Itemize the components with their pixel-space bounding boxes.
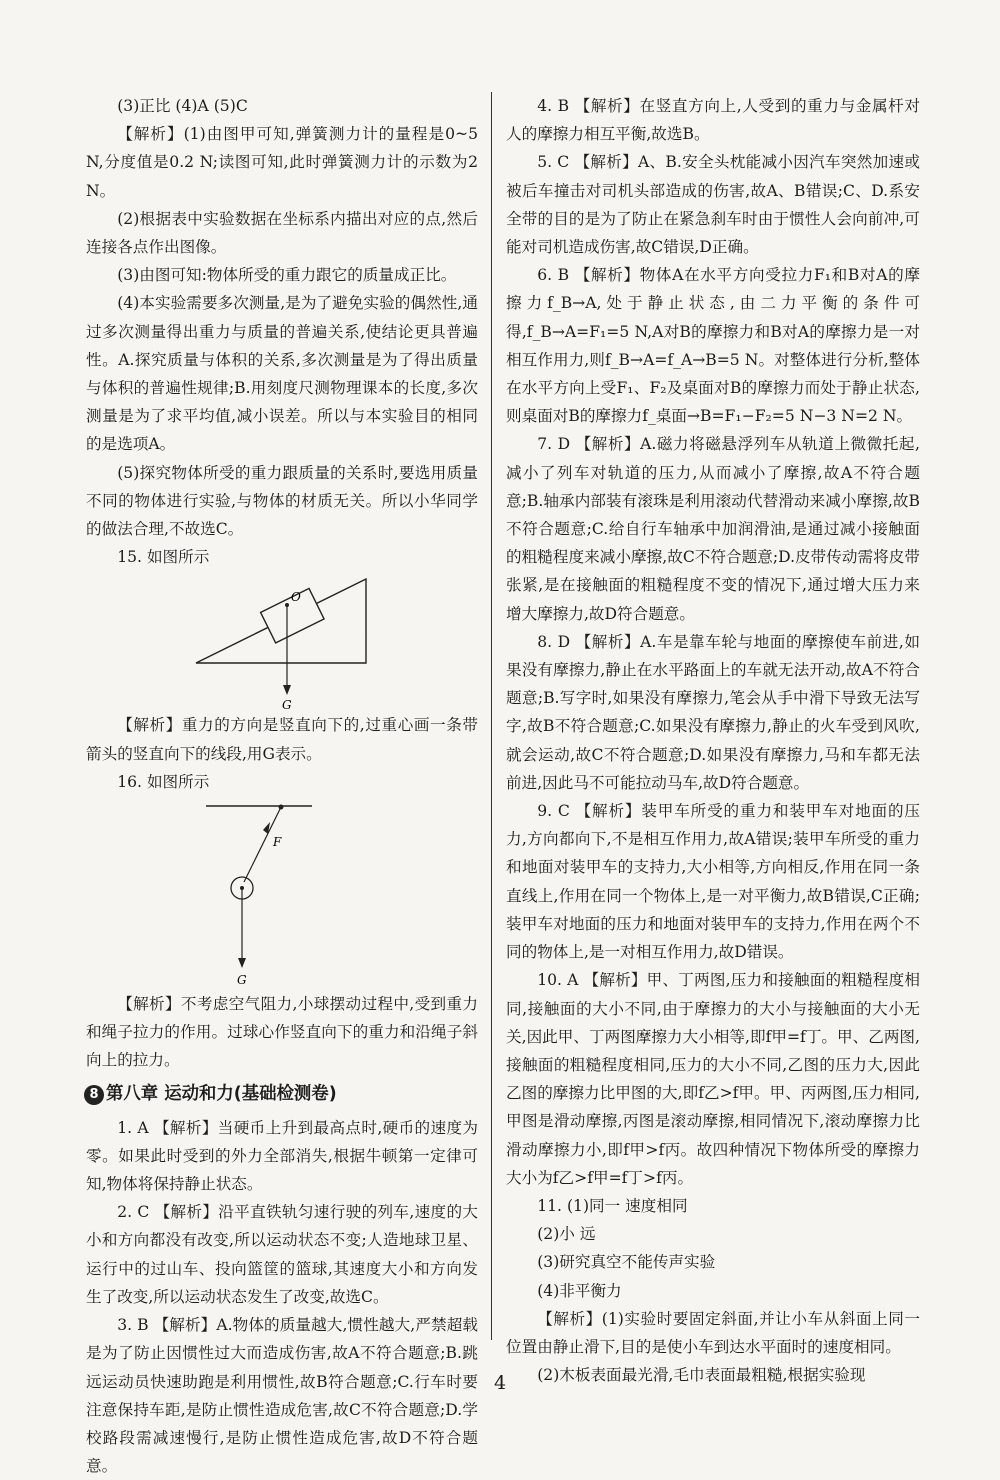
incline-gravity-diagram xyxy=(86,571,478,711)
answer-item: 7. D 【解析】A.磁力将磁悬浮列车从轨道上微微托起,减小了列车对轨道的压力,从而减小了摩擦,故A不符合题意;B.轴承内部装有滚珠是利用滚动代替滑动来减小摩擦,故B不符合题意;C.给自行车轴承中加润滑油,是通过减小接触面的粗糙程度来减小摩擦,故C不符合题意;D.皮带传动需将皮带张紧,是在接触面的粗糙程度不变的情况下,通过增大压力来增大摩擦力,故D符合题意。 xyxy=(506,435,920,623)
answer-item: 4. B 【解析】在竖直方向上,人受到的重力与金属杆对人的摩擦力相互平衡,故选B。 xyxy=(506,97,920,144)
label-g: G xyxy=(237,973,247,988)
answer-item: 5. C 【解析】A、B.安全头枕能减小因汽车突然加速或被后车撞击对司机头部造成的伤害,故A、B错误;C、D.系安全带的目的是为了防止在紧急刹车时由于惯性人会向前冲,可能对司机造成伤害,故C错误,D正确。 xyxy=(506,153,920,257)
answer-item: 2. C 【解析】沿平直铁轨匀速行驶的列车,速度的大小和方向都没有改变,所以运动状态不变;人造地球卫星、运行中的过山车、投向篮筐的篮球,其速度大小和方向发生了改变,所以运动状态发生了改变,故选C。 xyxy=(86,1203,478,1306)
analysis-paragraph: 【解析】(1)由图甲可知,弹簧测力计的量程是0~5 N,分度值是0.2 N;读图可知,此时弹簧测力计的示数为2 N。 xyxy=(86,125,478,200)
label-o: O xyxy=(291,590,301,605)
analysis-paragraph: 【解析】(1)实验时要固定斜面,并让小车从斜面上同一位置由静止滑下,目的是使小车到达水平面时的速度相同。 xyxy=(506,1309,920,1356)
answer-item: 8. D 【解析】A.车是靠车轮与地面的摩擦使车前进,如果没有摩擦力,静止在水平路面上的车就无法开动,故A不符合题意;B.写字时,如果没有摩擦力,笔会从手中滑下导致无法写字,故B不符合题意;C.如果没有摩擦力,静止的火车受到风吹,就会运动,故C不符合题意;D.如果没有摩擦力,马和车都无法前进,因此马不可能拉动马车,故D符合题意。 xyxy=(506,632,920,792)
pendulum-force-diagram xyxy=(86,796,478,990)
analysis-paragraph: (4)本实验需要多次测量,是为了避免实验的偶然性,通过多次测量得出重力与质量的普遍关系,使结论更具普遍性。A.探究质量与体积的关系,多次测量是为了得出质量与体积的普遍性规律;B.用刻度尺测物理课本的长度,多次测量是为了求平均值,减小误差。所以与本实验目的相同的是选项A。 xyxy=(86,294,478,454)
analysis-paragraph: 【解析】重力的方向是竖直向下的,过重心画一条带箭头的竖直向下的线段,用G表示。 xyxy=(86,716,478,763)
page-number: 4 xyxy=(493,1372,507,1394)
answer-item: 1. A 【解析】当硬币上升到最高点时,硬币的速度为零。如果此时受到的外力全部消失,根据牛顿第一定律可知,物体将保持静止状态。 xyxy=(86,1118,478,1194)
chapter-title: 第八章 运动和力(基础检测卷) xyxy=(106,1083,337,1104)
analysis-paragraph: (2)根据表中实验数据在坐标系内描出对应的点,然后连接各点作出图像。 xyxy=(86,209,478,257)
answer-line: (3)正比 (4)A (5)C xyxy=(117,97,248,115)
answer-item: (4)非平衡力 xyxy=(537,1281,622,1300)
answer-item: (3)研究真空不能传声实验 xyxy=(537,1253,716,1272)
analysis-paragraph: (2)木板表面最光滑,毛巾表面最粗糙,根据实验现 xyxy=(537,1366,866,1385)
figure-15-incline xyxy=(86,571,478,711)
left-column xyxy=(86,92,478,1480)
right-column xyxy=(506,92,920,1389)
chapter-number-badge: 8 xyxy=(84,1085,104,1105)
question-15-label: 15. 如图所示 xyxy=(117,548,210,567)
question-16-label: 16. 如图所示 xyxy=(117,772,210,791)
answer-item: 10. A 【解析】甲、丁两图,压力和接触面的粗糙程度相同,接触面的大小不同,由于摩擦力的大小与接触面的大小无关,因此甲、丁两图摩擦力大小相等,即f甲=f丁。甲、乙两图,接触面的粗糙程度相同,压力的大小不同,乙图的压力大,因此乙图的摩擦力比甲图的大,即f乙>f甲。甲、丙两图,压力相同,甲图是滑动摩擦,丙图是滚动摩擦,相同情况下,滚动摩擦力比滑动摩擦力小,即f甲>f丙。故四种情况下物体所受的摩擦力大小为f乙>f甲=f丁>f丙。 xyxy=(506,971,920,1187)
label-f: F xyxy=(273,835,282,850)
answer-item: 11. (1)同一 速度相同 xyxy=(537,1196,688,1215)
chapter-heading xyxy=(84,1079,478,1109)
answer-item: 3. B 【解析】A.物体的质量越大,惯性越大,严禁超载是为了防止因惯性过大而造成伤害,故A不符合题意;B.跳远运动员快速助跑是利用惯性,故B符合题意;C.行车时要注意保持车距,是防止惯性造成危害,故C不符合题意;D.学校路段需减速慢行,是防止惯性造成危害,故D不符合题意。 xyxy=(86,1316,478,1476)
figure-16-pendulum xyxy=(86,796,478,990)
analysis-paragraph: (3)由图可知:物体所受的重力跟它的质量成正比。 xyxy=(117,266,457,285)
label-g: G xyxy=(282,698,292,712)
column-divider xyxy=(491,92,492,1340)
analysis-paragraph: 【解析】不考虑空气阻力,小球摆动过程中,受到重力和绳子拉力的作用。过球心作竖直向下的重力和沿绳子斜向上的拉力。 xyxy=(86,995,478,1070)
answer-item: 6. B 【解析】物体A在水平方向受拉力F₁和B对A的摩擦力f_B→A,处于静止状态,由二力平衡的条件可得,f_B→A=F₁=5 N,A对B的摩擦力和B对A的摩擦力是一对相互作用力,则f_B→A=f_A→B=5 N。对整体进行分析,整体在水平方向上受F₁、F₂及桌面对B的摩擦力而处于静止状态,则桌面对B的摩擦力f_桌面→B=F₁−F₂=5 N−3 N=2 N。 xyxy=(506,266,920,426)
answer-item: (2)小 远 xyxy=(537,1225,596,1244)
analysis-paragraph: (5)探究物体所受的重力跟质量的关系时,要选用质量不同的物体进行实验,与物体的材质无关。所以小华同学的做法合理,不故选C。 xyxy=(86,463,478,539)
answer-item: 9. C 【解析】装甲车所受的重力和装甲车对地面的压力,方向都向下,不是相互作用力,故A错误;装甲车所受的重力和地面对装甲车的支持力,大小相等,方向相反,作用在同一条直线上,作用在同一个物体上,是一对平衡力,故B错误,C正确;装甲车对地面的压力和地面对装甲车的支持力,作用在两个不同的物体上,是一对相互作用力,故D错误。 xyxy=(506,802,920,962)
